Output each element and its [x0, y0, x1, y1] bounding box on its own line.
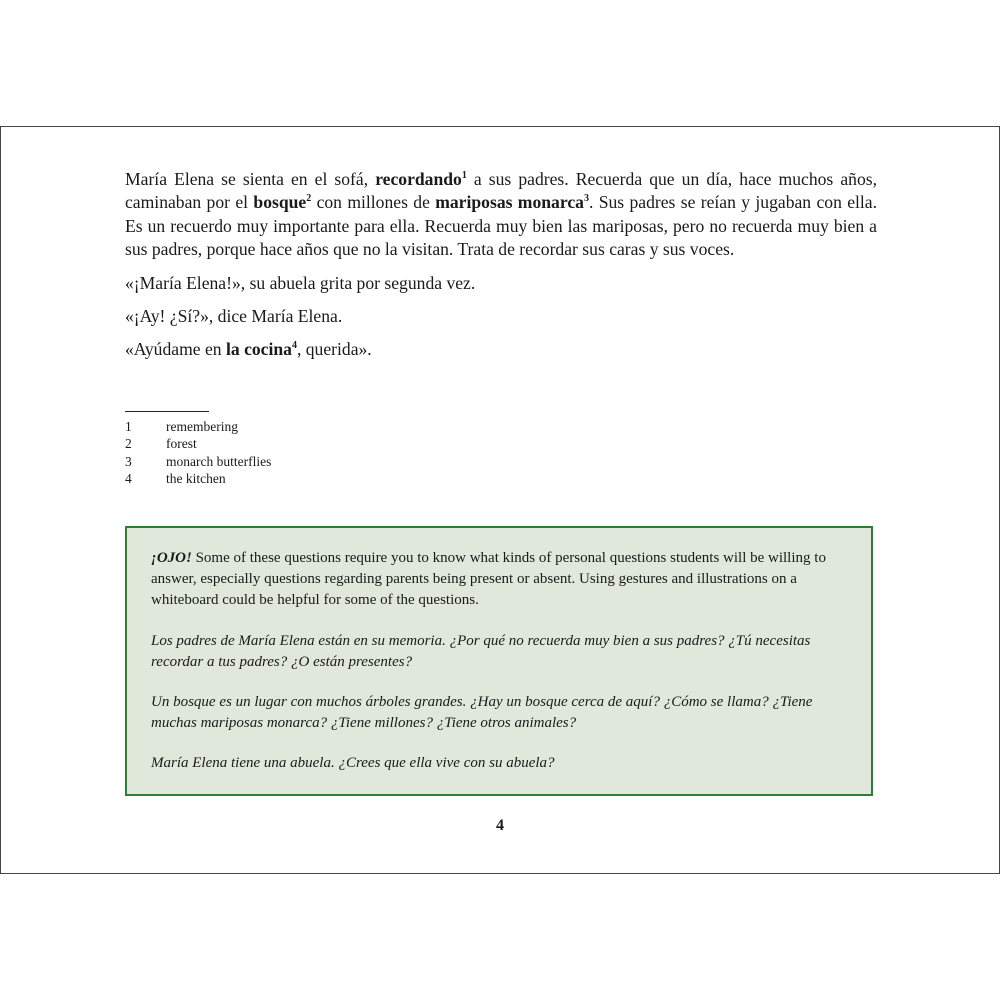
discussion-question-2: Un bosque es un lugar con muchos árboles grandes. ¿Hay un bosque cerca de aquí? ¿Cómo se llama? ¿Tiene muchas mariposas monarca? ¿Tiene millones? ¿Tiene otros animales? — [151, 694, 813, 732]
footnote-divider — [125, 411, 209, 412]
footnote-ref-3: 3 — [583, 193, 589, 205]
ojo-intro — [151, 548, 851, 612]
footnote-text: remembering — [166, 419, 238, 434]
vocab-mariposas-monarca: mariposas monarca — [435, 192, 584, 213]
footnotes-list — [125, 418, 425, 487]
page-number: 4 — [496, 817, 504, 834]
ojo-intro-text: Some of these questions require you to know what kinds of personal questions students will be willing to answer, especially questions regarding parents being present or absent. Using gestures and illustrations on a whiteboard could be helpful for some of the questions. — [151, 550, 826, 609]
footnote-number: 4 — [125, 470, 132, 486]
footnote-text: forest — [166, 436, 197, 452]
discussion-question-1: Los padres de María Elena están en su memoria. ¿Por qué no recuerda muy bien a sus padres? ¿Tú necesitas recordar a tus padres? ¿O están presentes? — [151, 632, 811, 670]
discussion-question-3: María Elena tiene una abuela. ¿Crees que ella vive con su abuela? — [151, 755, 555, 772]
footnote-number: 3 — [125, 453, 132, 469]
story-text-run: a sus padres. Recuerda que un día, hace muchos años, caminaban por el — [125, 169, 877, 213]
story-text-run: con millones de — [311, 192, 436, 213]
story-text-run: María Elena se sienta en el sofá, — [125, 169, 376, 189]
story-paragraph-1 — [125, 168, 877, 262]
footnote-item — [125, 453, 425, 470]
story-text-run: , querida». — [296, 339, 372, 360]
footnote-text: the kitchen — [166, 470, 226, 486]
footnote-text: monarch butterflies — [166, 453, 272, 469]
vocab-bosque: bosque — [253, 192, 307, 213]
vocab-la-cocina: la cocina — [225, 339, 292, 360]
footnote-number: 1 — [125, 419, 132, 434]
footnote-ref-2: 2 — [306, 193, 312, 205]
footnote-ref-1: 1 — [461, 170, 467, 182]
story-paragraph-4 — [125, 338, 877, 361]
story-text — [125, 168, 877, 362]
ojo-content — [151, 548, 851, 775]
story-paragraph-2: «¡María Elena!», su abuela grita por segunda vez. — [125, 272, 476, 293]
ojo-label: ¡OJO! — [151, 550, 192, 566]
footnote-number: 2 — [125, 436, 132, 452]
footnote-item — [125, 418, 425, 435]
footnote-item — [125, 435, 425, 452]
footnote-ref-4: 4 — [291, 340, 297, 352]
story-text-run: . Sus padres se reían y jugaban con ella. Es un recuerdo muy importante para ella. Recuerda muy bien las mariposas, pero no recuerda muy bien a sus padres, porque hace años que no la visitan. Trata de recordar sus caras y sus voces. — [125, 192, 878, 260]
story-text-run: «Ayúdame en — [125, 339, 226, 360]
ojo-teacher-note-box — [125, 526, 873, 796]
story-paragraph-3: «¡Ay! ¿Sí?», dice María Elena. — [125, 306, 343, 327]
footnote-item — [125, 470, 425, 487]
vocab-recordando: recordando — [375, 169, 462, 189]
